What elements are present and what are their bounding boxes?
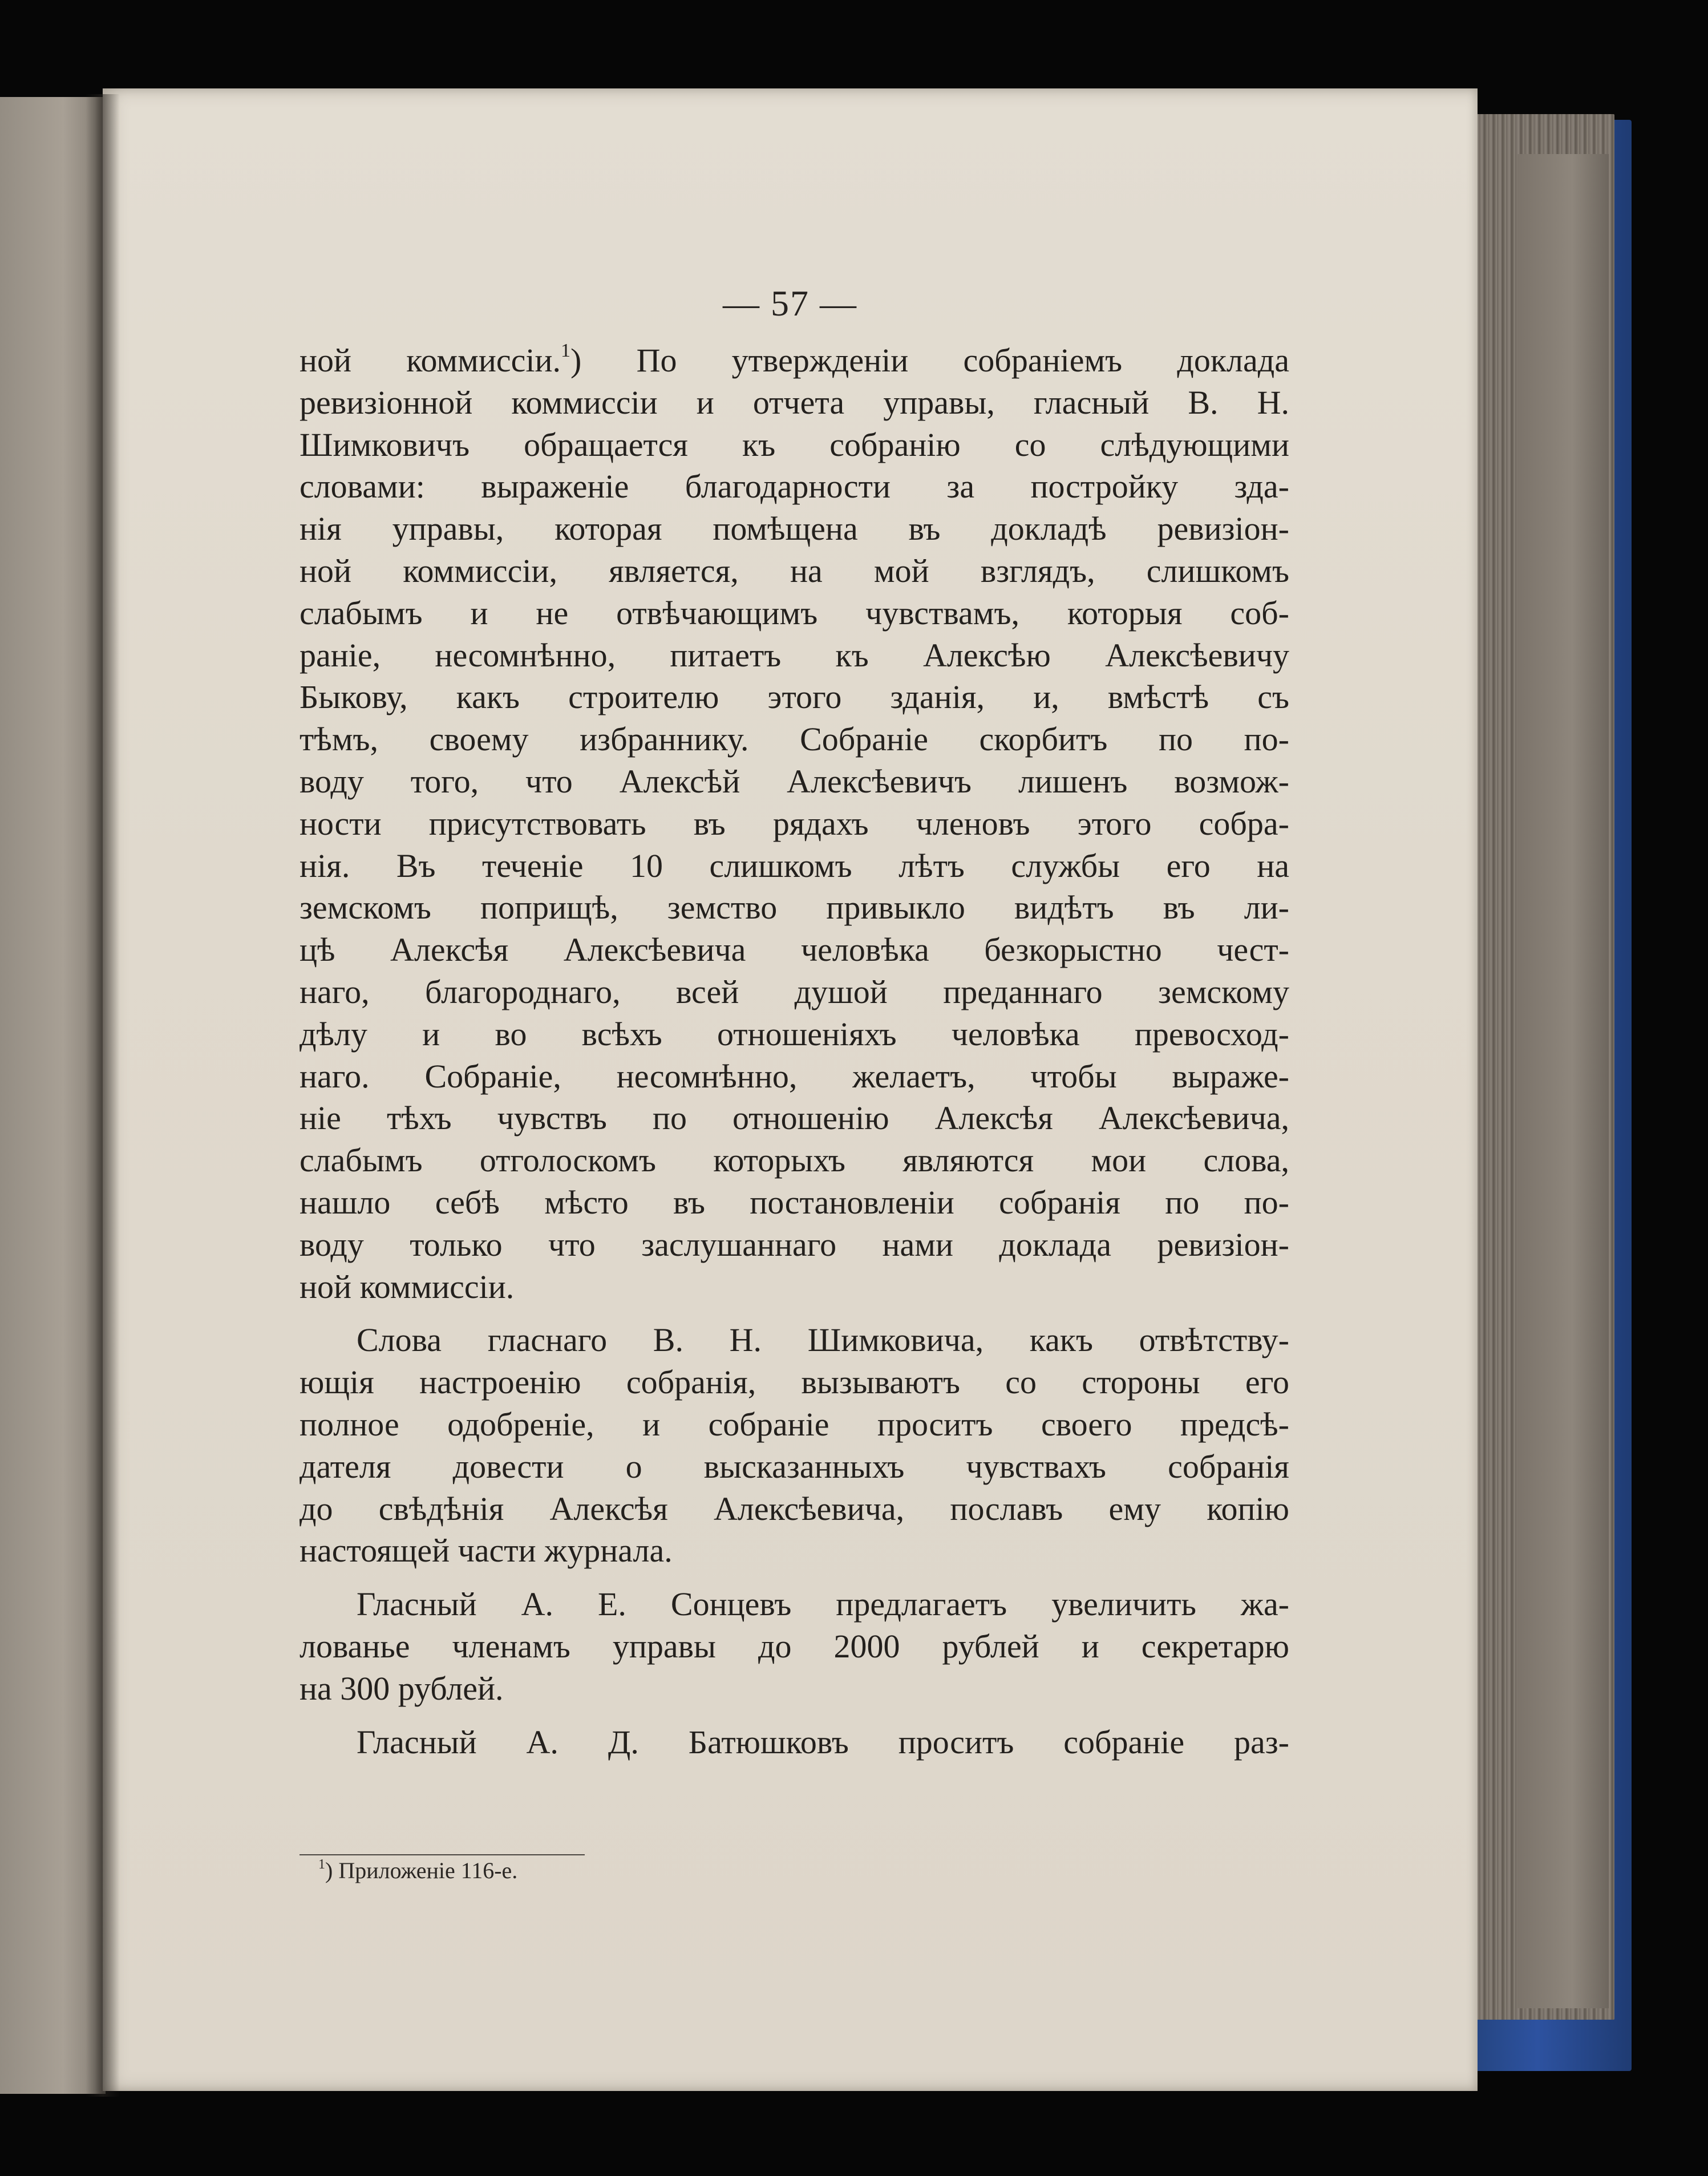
- text-line: наго. Собранiе, несомнѣнно, желаетъ, чтобы выраже-: [299, 1057, 1289, 1095]
- text-line: земскомъ поприщѣ, земство привыкло видѣтъ въ ли-: [299, 889, 1289, 927]
- paragraph-gap: [299, 1308, 1289, 1319]
- text-line: словами: выраженiе благодарности за постройку зда-: [299, 468, 1289, 505]
- text-line: наго, благороднаго, всей душой преданнаго земскому: [299, 973, 1289, 1010]
- text-fragment: ) По утвержденiи собранiемъ доклада: [570, 342, 1290, 379]
- page-stack-inner: [1517, 154, 1609, 2008]
- book-gutter-shadow: [86, 94, 120, 2097]
- text-line: дателя довести о высказанныхъ чувствахъ собранiя: [299, 1447, 1289, 1485]
- footnote-text: ) Приложенiе 116-е.: [325, 1858, 518, 1883]
- paragraph-gap: [299, 1710, 1289, 1721]
- text-line: Слова гласнаго В. Н. Шимковича, какъ отвѣтству-: [357, 1321, 1289, 1359]
- text-line: ной коммиссiи.: [299, 1268, 515, 1305]
- text-line: дѣлу и во всѣхъ отношенiяхъ человѣка превосход-: [299, 1015, 1289, 1053]
- text-line: лованье членамъ управы до 2000 рублей и секретарю: [299, 1627, 1289, 1665]
- text-line: тѣмъ, своему избраннику. Собранiе скорбитъ по по-: [299, 721, 1289, 758]
- footnote-number: 1: [318, 1857, 325, 1872]
- text-line: слабымъ и не отвѣчающимъ чувствамъ, которыя соб-: [299, 594, 1289, 632]
- text-line: Шимковичъ обращается къ собранiю со слѣдующими: [299, 426, 1289, 463]
- text-line: Гласный А. Е. Сонцевъ предлагаетъ увеличить жа-: [357, 1586, 1289, 1623]
- page-body-text: [299, 339, 1289, 1763]
- text-line: настоящей части журнала.: [299, 1532, 673, 1570]
- text-line: воду только что заслушаннаго нами доклада ревизiон-: [299, 1225, 1289, 1263]
- text-line: слабымъ отголоскомъ которыхъ являются мои слова,: [299, 1142, 1289, 1179]
- text-line: ревизiонной коммиссiи и отчета управы, гласный В. Н.: [299, 383, 1289, 421]
- text-line: полное одобренiе, и собранiе проситъ своего предсѣ-: [299, 1405, 1289, 1443]
- text-line: Гласный А. Д. Батюшковъ проситъ собранiе раз-: [357, 1723, 1289, 1761]
- text-line: нiе тѣхъ чувствъ по отношенiю Алексѣя Алексѣевича,: [299, 1099, 1289, 1137]
- text-line: [299, 339, 1289, 382]
- text-line: ранiе, несомнѣнно, питаетъ къ Алексѣю Алексѣевичу: [299, 636, 1289, 674]
- text-line: Быкову, какъ строителю этого зданiя, и, вмѣстѣ съ: [299, 678, 1289, 716]
- text-line: нiя управы, которая помѣщена въ докладѣ ревизiон-: [299, 510, 1289, 548]
- text-line: нiя. Въ теченiе 10 слишкомъ лѣтъ службы его на: [299, 847, 1289, 884]
- text-line: ющiя настроенiю собранiя, вызываютъ со стороны его: [299, 1364, 1289, 1401]
- text-fragment: ной коммиссiи.: [299, 342, 561, 379]
- text-line: ности присутствовать въ рядахъ членовъ этого собра-: [299, 804, 1289, 842]
- footnote: [318, 1857, 517, 1884]
- paragraph-gap: [299, 1572, 1289, 1583]
- text-line: нашло себѣ мѣсто въ постановленiи собранiя по по-: [299, 1183, 1289, 1221]
- footnote-marker: 1: [561, 340, 571, 361]
- text-line: ной коммиссiи, является, на мой взглядъ, слишкомъ: [299, 552, 1289, 589]
- book-page: [103, 88, 1478, 2091]
- page-number: — 57 —: [723, 283, 857, 323]
- text-line: до свѣдѣнiя Алексѣя Алексѣевича, пославъ ему копiю: [299, 1490, 1289, 1527]
- text-line: воду того, что Алексѣй Алексѣевичъ лишенъ возмож-: [299, 762, 1289, 800]
- footnote-divider: [299, 1854, 585, 1855]
- text-line: цѣ Алексѣя Алексѣевича человѣка безкорыстно чест-: [299, 931, 1289, 969]
- text-line: на 300 рублей.: [299, 1669, 504, 1707]
